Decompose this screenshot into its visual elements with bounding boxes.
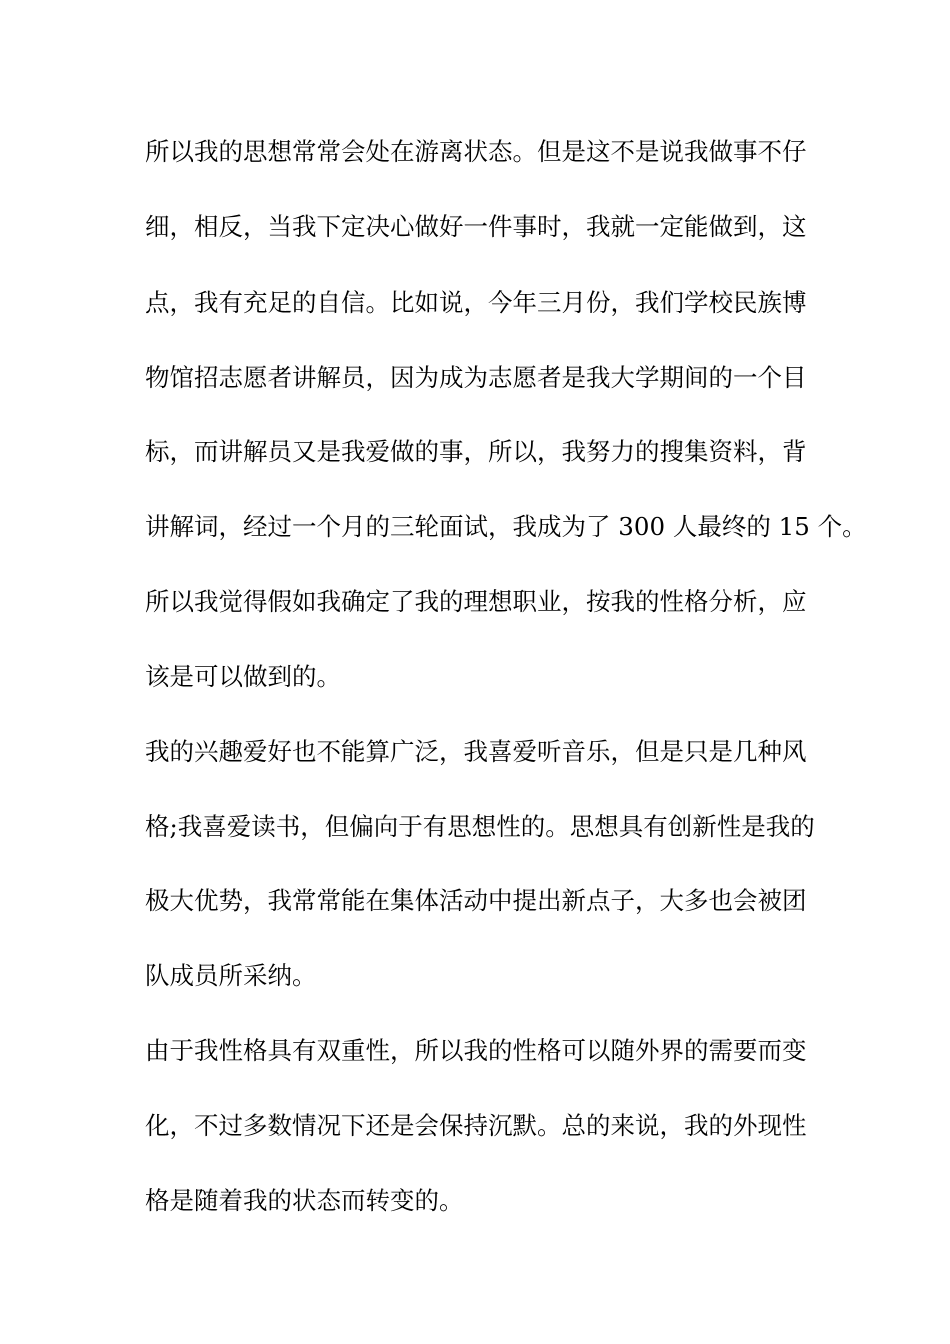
text-line: 极大优势，我常常能在集体活动中提出新点子，大多也会被团: [145, 886, 807, 915]
text-line: 所以我的思想常常会处在游离状态。但是这不是说我做事不仔: [145, 137, 807, 166]
text-line: 格;我喜爱读书，但偏向于有思想性的。思想具有创新性是我的: [145, 812, 815, 841]
text-line: 点，我有充足的自信。比如说，今年三月份，我们学校民族博: [145, 288, 807, 317]
text-line: 所以我觉得假如我确定了我的理想职业，按我的性格分析，应: [145, 587, 807, 616]
text-line: 标，而讲解员又是我爱做的事，所以，我努力的搜集资料，背: [145, 437, 807, 466]
text-line: 物馆招志愿者讲解员，因为成为志愿者是我大学期间的一个目: [145, 363, 807, 392]
text-line: 该是可以做到的。: [145, 662, 341, 691]
text-line: 讲解词，经过一个月的三轮面试，我成为了 300 人最终的 15 个。: [145, 512, 867, 541]
text-line: 细，相反，当我下定决心做好一件事时，我就一定能做到，这: [145, 212, 807, 241]
text-line: 我的兴趣爱好也不能算广泛，我喜爱听音乐，但是只是几种风: [145, 737, 807, 766]
text-line: 格是随着我的状态而转变的。: [145, 1186, 464, 1215]
text-line: 化，不过多数情况下还是会保持沉默。总的来说，我的外现性: [145, 1111, 807, 1140]
text-line: 由于我性格具有双重性，所以我的性格可以随外界的需要而变: [145, 1036, 807, 1065]
text-line: 队成员所采纳。: [145, 961, 317, 990]
